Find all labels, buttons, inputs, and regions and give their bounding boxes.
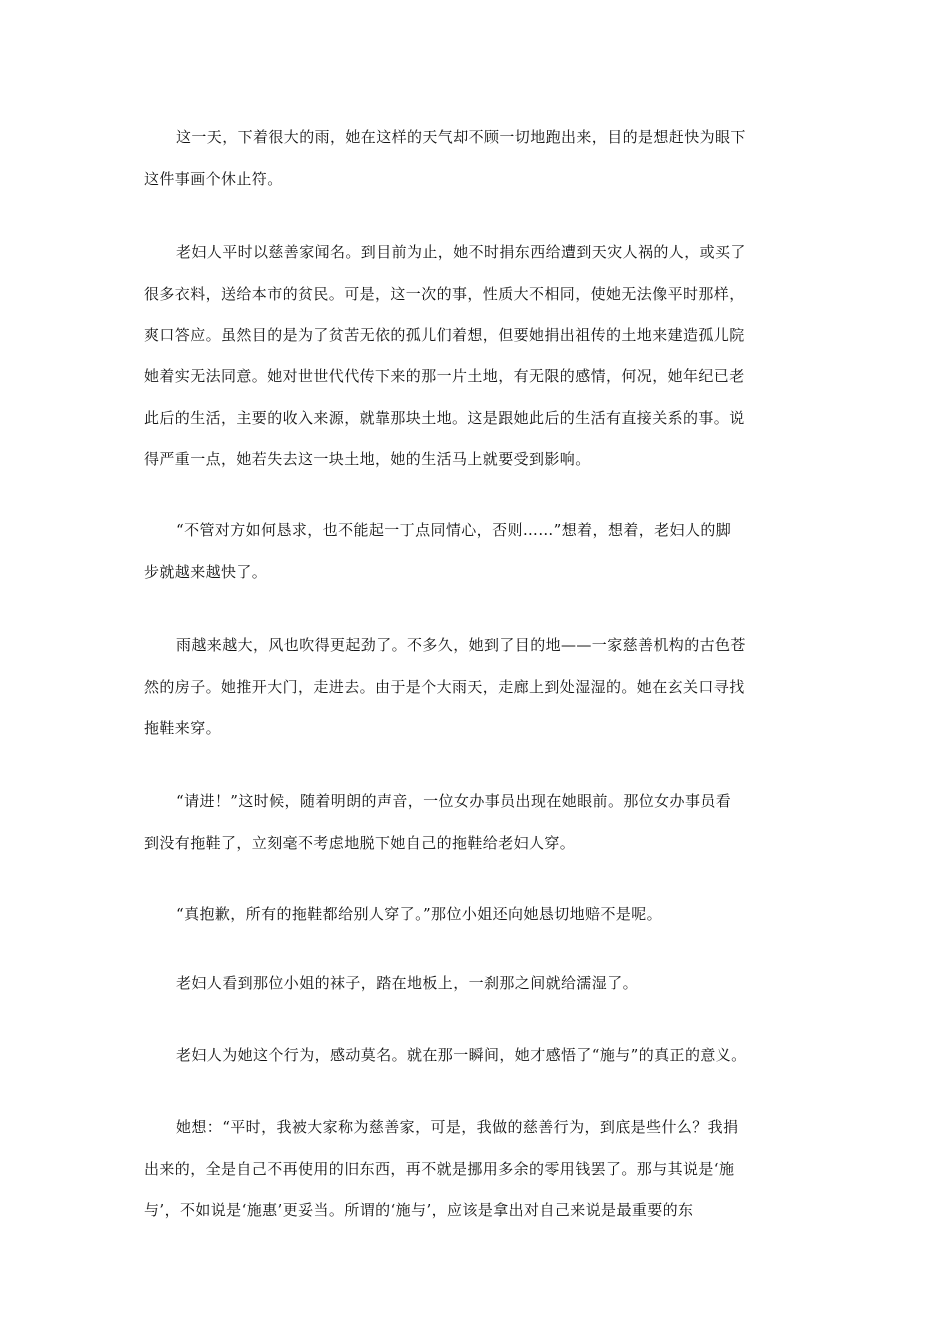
paragraph-line: 此后的生活，主要的收入来源，就靠那块土地。这是跟她此后的生活有直接关系的事。说 (144, 409, 745, 427)
paragraph-line: 很多衣料，送给本市的贫民。可是，这一次的事，性质大不相同，使她无法像平时那样， (144, 285, 745, 303)
paragraph-line: 老妇人为她这个行为，感动莫名。就在那一瞬间，她才感悟了“施与”的真正的意义。 (176, 1046, 747, 1064)
paragraph-line: 这件事画个休止符。 (144, 170, 283, 188)
paragraph-line: 步就越来越快了。 (144, 563, 268, 581)
paragraph-line: 然的房子。她推开大门，走进去。由于是个大雨天，走廊上到处湿湿的。她在玄关口寻找 (144, 678, 745, 696)
paragraph-line: 得严重一点，她若失去这一块土地，她的生活马上就要受到影响。 (144, 450, 591, 468)
paragraph-line: “不管对方如何恳求，也不能起一丁点同情心，否则……”想着，想着，老妇人的脚 (176, 521, 732, 539)
paragraph-line: “请进！”这时候，随着明朗的声音，一位女办事员出现在她眼前。那位女办事员看 (176, 792, 732, 810)
paragraph-line: 到没有拖鞋了，立刻毫不考虑地脱下她自己的拖鞋给老妇人穿。 (144, 834, 576, 852)
paragraph-line: 拖鞋来穿。 (144, 719, 222, 737)
paragraph-line: 老妇人看到那位小姐的袜子，踏在地板上，一刹那之间就给濡湿了。 (176, 974, 639, 992)
paragraph-line: 与’，不如说是‘施惠’更妥当。所谓的‘施与’，应该是拿出对自己来说是最重要的东 (144, 1201, 694, 1219)
paragraph-line: 这一天，下着很大的雨，她在这样的天气却不顾一切地跑出来，目的是想赶快为眼下 (176, 128, 746, 146)
paragraph-line: 她着实无法同意。她对世世代代传下来的那一片土地，有无限的感情，何况，她年纪已老 (144, 367, 745, 385)
paragraph-line: 爽口答应。虽然目的是为了贫苦无依的孤儿们着想，但要她捐出祖传的土地来建造孤儿院 (144, 326, 745, 344)
paragraph-line: 出来的，全是自己不再使用的旧东西，再不就是挪用多余的零用钱罢了。那与其说是‘施 (144, 1160, 735, 1178)
paragraph-line: “真抱歉，所有的拖鞋都给别人穿了。”那位小姐还向她恳切地赔不是呢。 (176, 905, 663, 923)
paragraph-line: 老妇人平时以慈善家闻名。到目前为止，她不时捐东西给遭到天灾人祸的人，或买了 (176, 243, 746, 261)
paragraph-line: 她想：“平时，我被大家称为慈善家，可是，我做的慈善行为，到底是些什么？我捐 (176, 1118, 739, 1136)
paragraph-line: 雨越来越大，风也吹得更起劲了。不多久，她到了目的地——一家慈善机构的古色苍 (176, 636, 746, 654)
